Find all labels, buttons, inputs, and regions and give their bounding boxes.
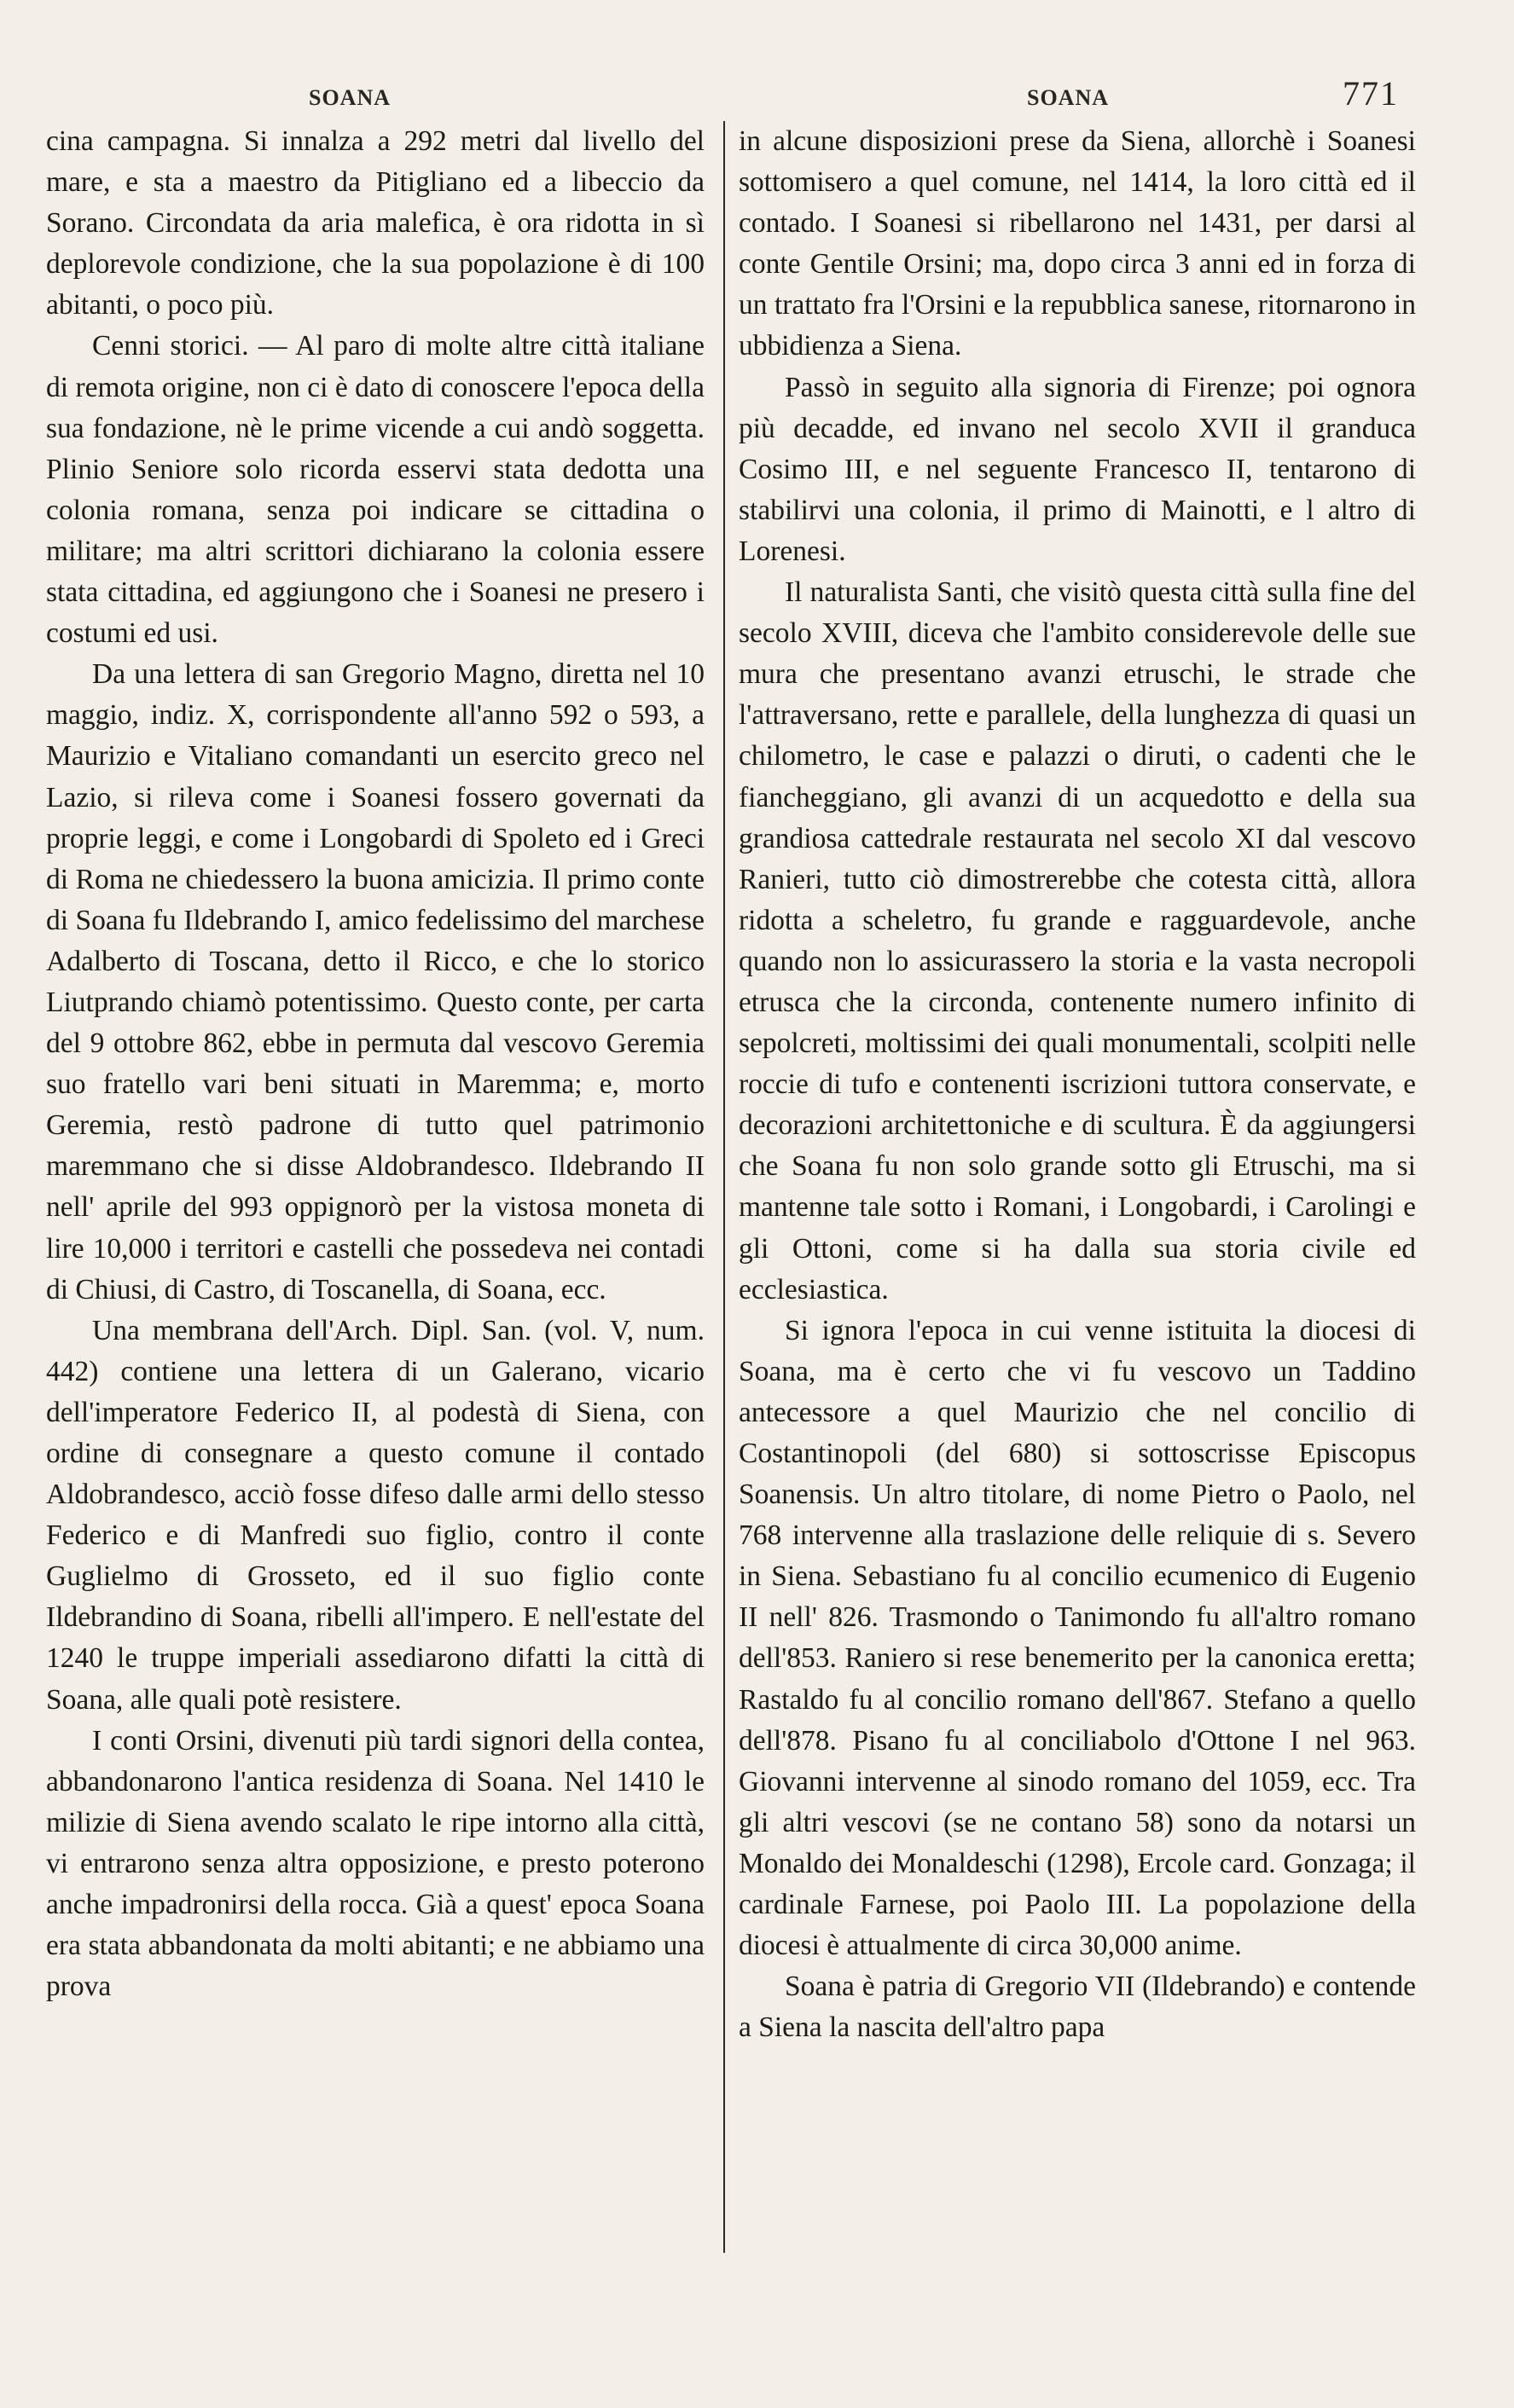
page-number: 771 (1343, 74, 1399, 113)
paragraph: Il naturalista Santi, che visitò questa città sulla fine del secolo XVIII, diceva che l'ambito considerevole delle sue mura che presentano avanzi etruschi, le strade che l'attraversano, rette e parallele, della lunghezza di quasi un chilometro, le case e palazzi o diruti, o cadenti che le fiancheggiano, gli avanzi di un acquedotto e della sua grandiosa cattedrale restaurata nel secolo XI dal vescovo Ranieri, tutto ciò dimostrerebbe che cotesta città, allora ridotta a scheletro, fu grande e ragguardevole, anche quando non lo assicurassero la storia e la vasta necropoli etrusca che la circonda, contenente numero infinito di sepolcreti, moltissimi dei quali monumentali, scolpiti nelle roccie di tufo e contenenti iscrizioni tuttora conservate, e decorazioni architettoniche e di scultura. È da aggiungersi che Soana fu non solo grande sotto gli Etruschi, ma si mantenne tale sotto i Romani, i Longobardi, i Carolingi e gli Ottoni, come si ha dalla sua storia civile ed ecclesiastica. (739, 576, 1416, 1305)
paragraph: cina campagna. Si innalza a 292 metri dal livello del mare, e sta a maestro da Pitigliano ed a libeccio da Sorano. Circondata da aria malefica, è ora ridotta in sì deplorevole condizione, che la sua popolazione è di 100 abitanti, o poco più. (46, 125, 705, 321)
right-running-header: SOANA (1027, 85, 1110, 110)
paragraph: Si ignora l'epoca in cui venne istituita la diocesi di Soana, ma è certo che vi fu vescovo un Taddino antecessore a quel Maurizio che nel concilio di Costantinopoli (del 680) si sottoscrisse Episcopus Soanensis. Un altro titolare, di nome Pietro o Paolo, nel 768 intervenne alla traslazione delle reliquie di s. Severo in Siena. Sebastiano fu al concilio ecumenico di Eugenio II nell' 826. Trasmondo o Tanimondo fu all'altro romano dell'853. Raniero si rese benemerito per la canonica eretta; Rastaldo fu al concilio romano dell'867. Stefano a quello dell'878. Pisano fu al conciliabolo d'Ottone I nel 963. Giovanni intervenne al sinodo romano del 1059, ecc. Tra gli altri vescovi (se ne contano 58) sono da notarsi un Monaldo dei Monaldeschi (1298), Ercole card. Gonzaga; il cardinale Farnese, poi Paolo III. La popolazione della diocesi è attualmente di circa 30,000 anime. (739, 1314, 1416, 1962)
left-text-column (46, 121, 705, 2007)
paragraph: in alcune disposizioni prese da Siena, allorchè i Soanesi sottomisero a quel comune, nel 1414, la loro città ed il contado. I Soanesi si ribellarono nel 1431, per darsi al conte Gentile Orsini; ma, dopo circa 3 anni ed in forza di un trattato fra l'Orsini e la repubblica sanese, ritornarono in ubbidienza a Siena. (739, 125, 1416, 362)
paragraph: Cenni storici. — Al paro di molte altre città italiane di remota origine, non ci è dato di conoscere l'epoca della sua fondazione, nè le prime vicende a cui andò soggetta. Plinio Seniore solo ricorda esservi stata dedotta una colonia romana, senza poi indicare se cittadina o militare; ma altri scrittori dichiarano la colonia essere stata cittadina, ed aggiungono che i Soanesi ne presero i costumi ed usi. (46, 330, 705, 650)
left-running-header: SOANA (309, 85, 392, 110)
paragraph: Da una lettera di san Gregorio Magno, diretta nel 10 maggio, indiz. X, corrispondente all'anno 592 o 593, a Maurizio e Vitaliano comandanti un esercito greco nel Lazio, si rileva come i Soanesi fossero governati da proprie leggi, e come i Longobardi di Spoleto ed i Greci di Roma ne chiedessero la buona amicizia. Il primo conte di Soana fu Ildebrando I, amico fedelissimo del marchese Adalberto di Toscana, detto il Ricco, e che lo storico Liutprando chiamò potentissimo. Questo conte, per carta del 9 ottobre 862, ebbe in permuta dal vescovo Geremia suo fratello vari beni situati in Maremma; e, morto Geremia, restò padrone di tutto quel patrimonio maremmano che si disse Aldobrandesco. Ildebrando II nell' aprile del 993 oppignorò per la vistosa moneta di lire 10,000 i territori e castelli che possedeva nei contadi di Chiusi, di Castro, di Toscanella, di Soana, ecc. (46, 658, 705, 1305)
paragraph: I conti Orsini, divenuti più tardi signori della contea, abbandonarono l'antica residenza di Soana. Nel 1410 le milizie di Siena avendo scalato le ripe intorno alla città, vi entrarono senza altra opposizione, e presto poterono anche impadronirsi della rocca. Già a quest' epoca Soana era stata abbandonata da molti abitanti; e ne abbiamo una prova (46, 1724, 705, 2003)
paragraph: Passò in seguito alla signoria di Firenze; poi ognora più decadde, ed invano nel secolo XVII il granduca Cosimo III, e nel seguente Francesco II, tentarono di stabilirvi una colonia, il primo di Mainotti, e l altro di Lorenesi. (739, 371, 1416, 567)
right-text-column (739, 121, 1416, 2048)
column-divider (723, 121, 725, 2253)
paragraph: Una membrana dell'Arch. Dipl. San. (vol. V, num. 442) contiene una lettera di un Galerano, vicario dell'imperatore Federico II, al podestà di Siena, con ordine di consegnare a questo comune il contado Aldobrandesco, acciò fosse difeso dalle armi dello stesso Federico e di Manfredi suo figlio, contro il conte Guglielmo di Grosseto, ed il suo figlio conte Ildebrandino di Soana, ribelli all'impero. E nell'estate del 1240 le truppe imperiali assediarono difatti la città di Soana, alle quali potè resistere. (46, 1314, 705, 1716)
paragraph: Soana è patria di Gregorio VII (Ildebrando) e contende a Siena la nascita dell'altro papa (739, 1971, 1416, 2044)
